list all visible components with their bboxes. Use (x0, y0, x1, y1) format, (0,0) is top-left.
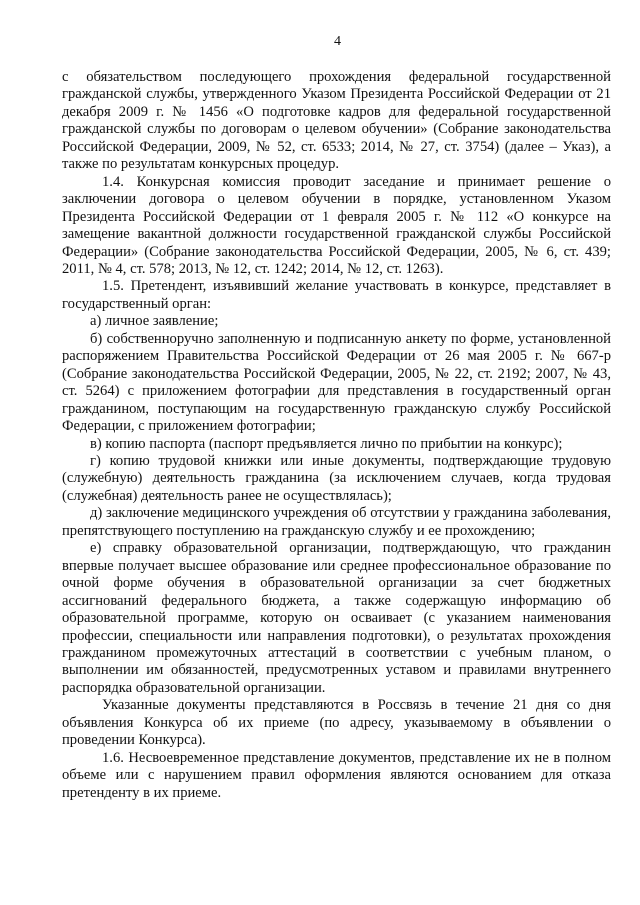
paragraph-1-6: 1.6. Несвоевременное представление документов, представление их не в полном объеме или с нарушением правил оформления являются основанием для отказа претенденту в их приеме. (62, 749, 611, 801)
paragraph-1-5: 1.5. Претендент, изъявивший желание участвовать в конкурсе, представляет в государственный орган: (62, 278, 611, 312)
paragraph-1-4: 1.4. Конкурсная комиссия проводит заседание и принимает решение о заключении договора о целевом обучении в порядке, установленном Указом Президента Российской Федерации от 1 февраля 2005 г. № 112 «О конкурсе на замещение вакантной должности государственной гражданской службы Российской Федерации» (Собрание законодательства Российской Федерации, 2005, № 6, ст. 439; 2011, № 4, ст. 578; 2013, № 12, ст. 1242; 2014, № 12, ст. 1263). (62, 173, 611, 277)
list-item-b: б) собственноручно заполненную и подписанную анкету по форме, установленной распоряжением Правительства Российской Федерации от 26 мая 2005 г. № 667-р (Собрание законодательства Российской Федерации, 2005, № 22, ст. 2192; 2007, № 43, ст. 5264) с приложением фотографии для представления в государственный орган гражданином, поступающим на государственную гражданскую службу Российской Федерации, с приложением фотографии; (62, 330, 611, 435)
list-item-a: а) личное заявление; (90, 313, 219, 330)
page-number: 4 (334, 34, 341, 49)
list-item-e: е) справку образовательной организации, подтверждающую, что гражданин впервые получает высшее образование или среднее профессиональное образование по очной форме обучения в образовательной организации за счет бюджетных ассигнований федерального бюджета, а также содержащую информацию об образовательной программе, которую он осваивает (с указанием наименования профессии, специальности или направления подготовки), о результатах прохождения гражданином промежуточных аттестаций в соответствии с учебным планом, о выполнении им обязанностей, предусмотренных уставом и правилами внутреннего распорядка образовательной организации. (62, 540, 611, 696)
list-item-d: д) заключение медицинского учреждения об отсутствии у гражданина заболевания, препятствующего поступлению на гражданскую службу и ее прохождению; (62, 505, 611, 539)
paragraph-documents-deadline: Указанные документы представляются в Россвязь в течение 21 дня со дня объявления Конкурса об их приеме (по адресу, указываемому в объявлении о проведении Конкурса). (62, 697, 611, 749)
list-item-v: в) копию паспорта (паспорт предъявляется лично по прибытии на конкурс); (90, 435, 563, 452)
paragraph-continuation: с обязательством последующего прохождения федеральной государственной гражданской службы, утвержденного Указом Президента Российской Федерации от 21 декабря 2009 г. № 1456 «О подготовке кадров для федеральной государственной гражданской службы по договорам о целевом обучении» (Собрание законодательства Российской Федерации, 2009, № 52, ст. 6533; 2014, № 27, ст. 3754) (далее – Указ), а также по результатам конкурсных процедур. (62, 69, 611, 173)
list-item-g: г) копию трудовой книжки или иные документы, подтверждающие трудовую (служебную) деятельность гражданина (за исключением случаев, когда трудовая (служебная) деятельность ранее не осуществлялась); (62, 452, 611, 504)
